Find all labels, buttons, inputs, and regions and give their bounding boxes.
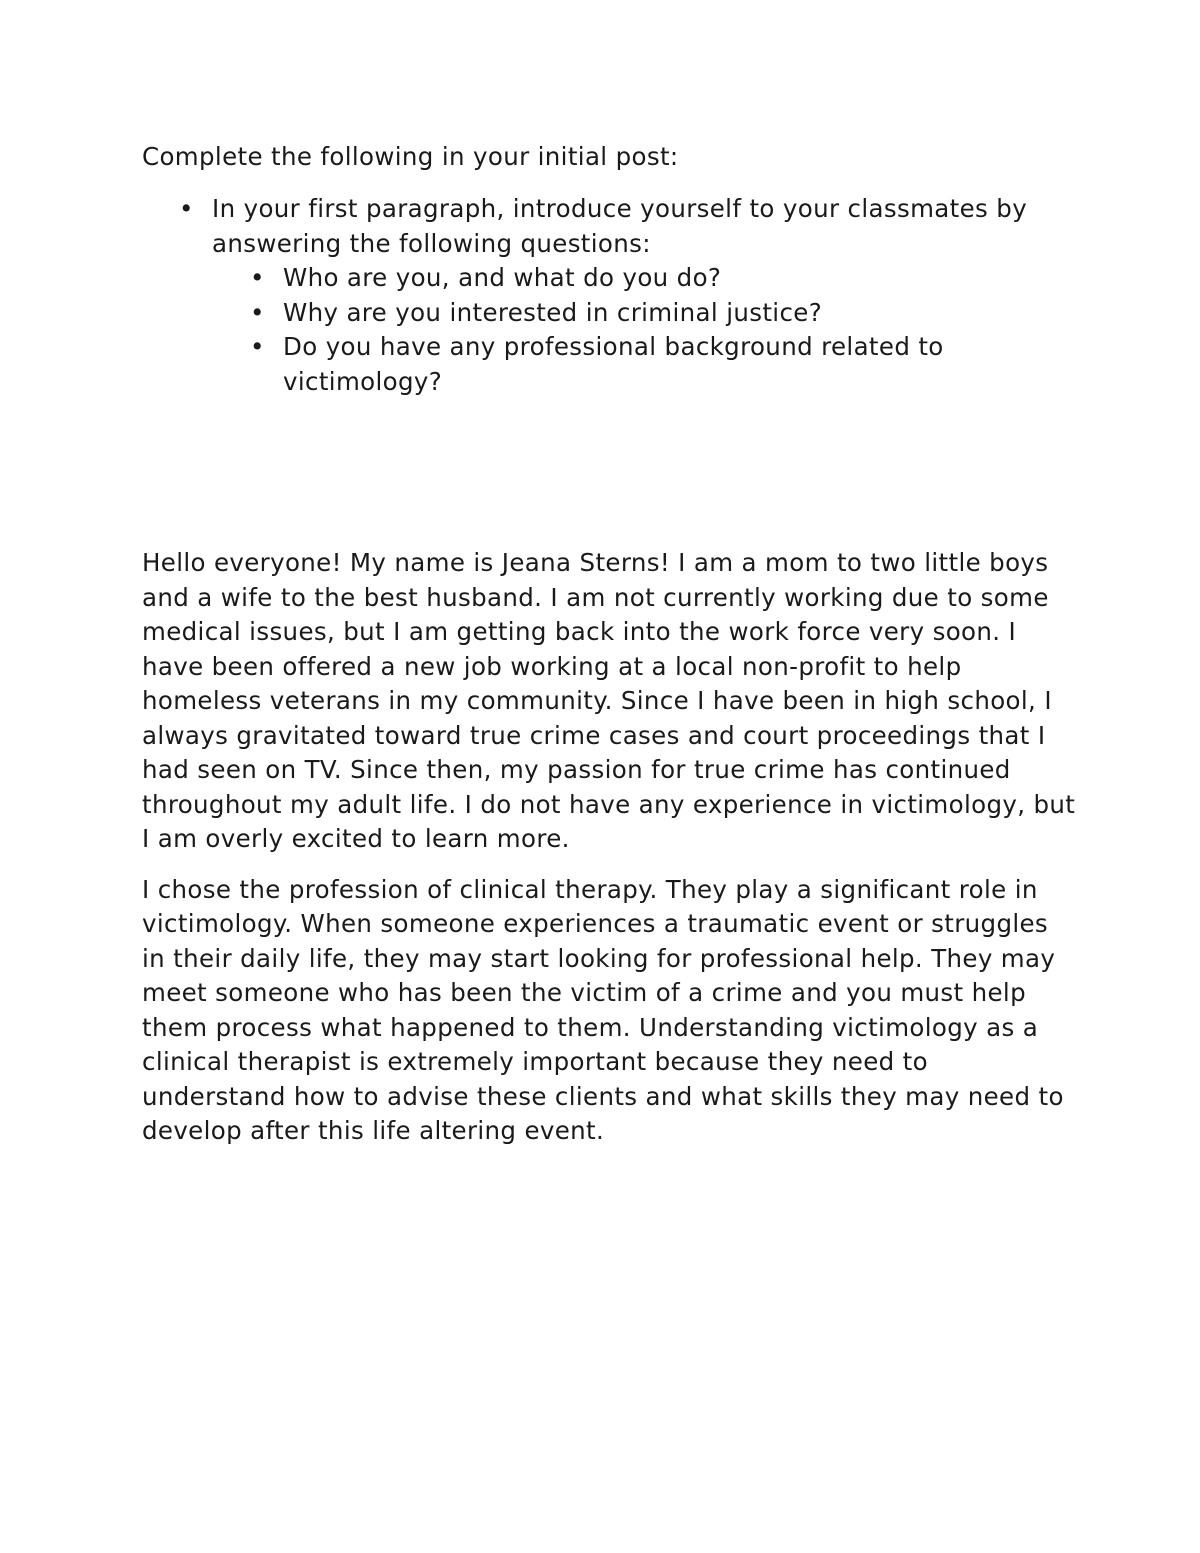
response-paragraph: I chose the profession of clinical therapy. They play a significant role in victimology. When someone experiences a traumatic event or struggles in their daily life, they may start looking for professional help. They may meet someone who has been the victim of a crime and you must help them process what happened to them. Understanding victimology as a clinical therapist is extremely important because they need to understand how to advise these clients and what skills they may need to develop after this life altering event. — [142, 874, 1064, 1145]
list-item-text: Who are you, and what do you do? — [283, 263, 722, 292]
response-paragraph: Hello everyone! My name is Jeana Sterns! I am a mom to two little boys and a wife to the best husband. I am not currently working due to some medical issues, but I am getting back into the work force very soon. I have been offered a new job working at a local non-profit to help homeless veterans in my community. Since I have been in high school, I always gravitated toward true crime cases and court proceedings that I had seen on TV. Since then, my passion for true crime has continued throughout my adult life. I do not have any experience in victimology, but I am overly excited to learn more. — [142, 548, 1076, 853]
response-body — [142, 546, 1077, 1165]
bullet-icon: • — [179, 194, 194, 223]
list-item-text: In your first paragraph, introduce yourself to your classmates by answering the following questions: — [212, 194, 1028, 258]
list-item — [179, 192, 1092, 399]
prompt-intro: Complete the following in your initial post: — [142, 142, 679, 171]
list-item — [250, 261, 1092, 296]
question-list — [212, 261, 1092, 399]
prompt-list — [179, 192, 1092, 399]
bullet-icon: • — [250, 332, 265, 361]
bullet-icon: • — [250, 297, 265, 327]
bullet-icon: • — [250, 263, 265, 292]
list-item — [250, 330, 1092, 399]
list-item-text: Why are you interested in criminal justice? — [283, 297, 823, 327]
list-item — [250, 296, 1092, 331]
list-item-text: Do you have any professional background related to victimology? — [283, 332, 944, 396]
